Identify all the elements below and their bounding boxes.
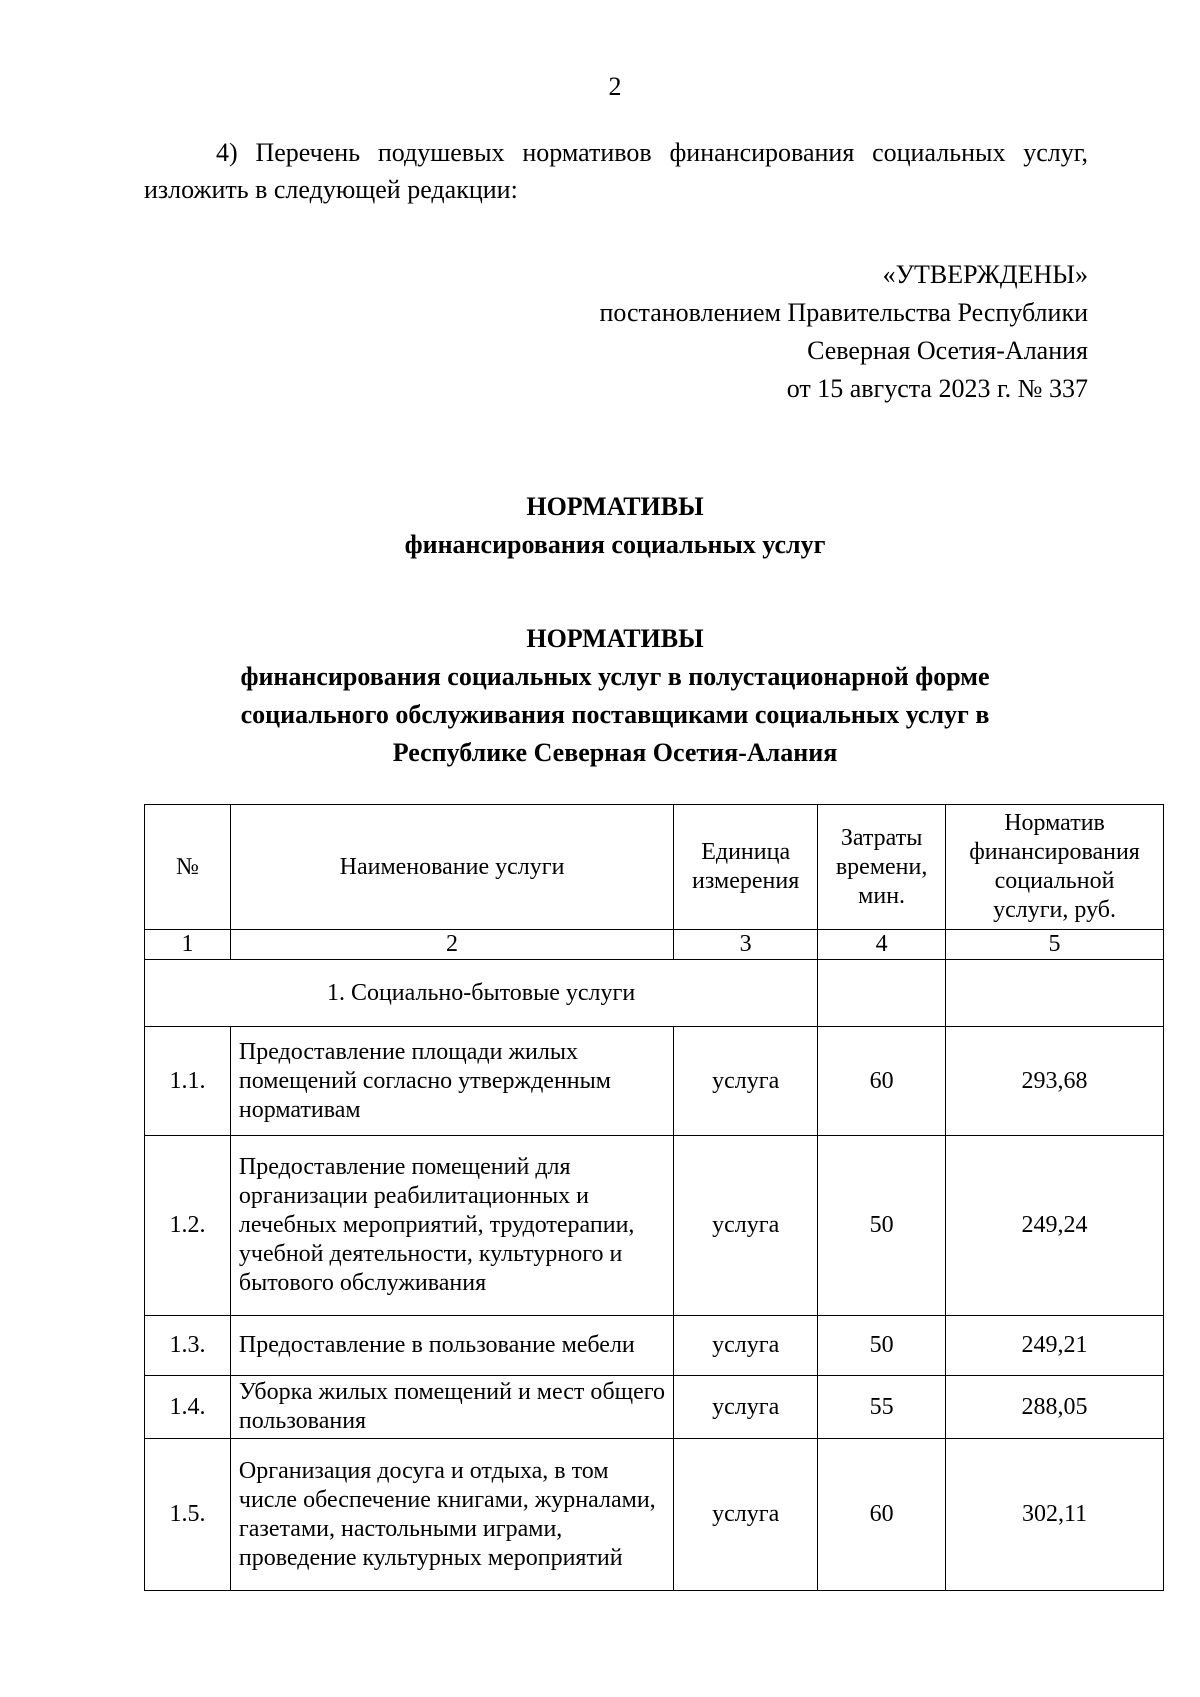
main-heading bbox=[150, 488, 1080, 564]
row-number: 1.5. bbox=[145, 1439, 231, 1591]
page-number: 2 bbox=[608, 72, 622, 101]
column-number-row bbox=[145, 930, 1164, 960]
table-row bbox=[145, 1136, 1164, 1316]
main-heading-subtitle: финансирования социальных услуг bbox=[404, 530, 826, 559]
row-service-name: Предоставление в пользование мебели bbox=[230, 1316, 673, 1376]
norms-table bbox=[144, 804, 1164, 1591]
section-title: 1. Социально-бытовые услуги bbox=[145, 960, 818, 1027]
section-row bbox=[145, 960, 1164, 1027]
approval-line-2: постановлением Правительства Республики bbox=[599, 298, 1088, 327]
empty-cell bbox=[946, 960, 1164, 1027]
row-norm: 288,05 bbox=[946, 1376, 1164, 1439]
row-service-name: Организация досуга и отдыха, в том числе обеспечение книгами, журналами, газетами, настольными играми, проведение культурных мероприятий bbox=[230, 1439, 673, 1591]
row-time: 60 bbox=[818, 1439, 946, 1591]
row-time: 55 bbox=[818, 1376, 946, 1439]
table-heading-line-2: социального обслуживания поставщиками социальных услуг в bbox=[240, 700, 990, 729]
row-number: 1.1. bbox=[145, 1027, 231, 1136]
empty-cell bbox=[818, 960, 946, 1027]
table-row bbox=[145, 1376, 1164, 1439]
row-norm: 293,68 bbox=[946, 1027, 1164, 1136]
table-row bbox=[145, 1316, 1164, 1376]
column-number: 4 bbox=[818, 930, 946, 960]
row-unit: услуга bbox=[674, 1136, 818, 1316]
intro-paragraph: 4) Перечень подушевых нормативов финансирования социальных услуг, изложить в следующей редакции: bbox=[144, 138, 1088, 204]
row-number: 1.3. bbox=[145, 1316, 231, 1376]
column-number: 5 bbox=[946, 930, 1164, 960]
table-heading-title: НОРМАТИВЫ bbox=[526, 624, 704, 653]
table-heading-line-1: финансирования социальных услуг в полустационарной форме bbox=[240, 662, 990, 691]
row-time: 50 bbox=[818, 1136, 946, 1316]
main-heading-title: НОРМАТИВЫ bbox=[526, 492, 704, 521]
row-time: 50 bbox=[818, 1316, 946, 1376]
header-number: № bbox=[145, 805, 231, 930]
row-number: 1.2. bbox=[145, 1136, 231, 1316]
header-time: Затраты времени, мин. bbox=[818, 805, 946, 930]
column-number: 3 bbox=[674, 930, 818, 960]
row-unit: услуга bbox=[674, 1376, 818, 1439]
row-norm: 249,24 bbox=[946, 1136, 1164, 1316]
approval-line-4: от 15 августа 2023 г. № 337 bbox=[786, 374, 1088, 403]
row-unit: услуга bbox=[674, 1316, 818, 1376]
row-service-name: Уборка жилых помещений и мест общего пользования bbox=[230, 1376, 673, 1439]
row-norm: 302,11 bbox=[946, 1439, 1164, 1591]
header-unit: Единица измерения bbox=[674, 805, 818, 930]
approval-line-3: Северная Осетия-Алания bbox=[807, 336, 1088, 365]
approval-line-1: «УТВЕРЖДЕНЫ» bbox=[882, 260, 1088, 289]
table-row bbox=[145, 1027, 1164, 1136]
header-norm: Норматив финансирования социальной услуги, руб. bbox=[946, 805, 1164, 930]
row-time: 60 bbox=[818, 1027, 946, 1136]
column-number: 1 bbox=[145, 930, 231, 960]
row-unit: услуга bbox=[674, 1439, 818, 1591]
approval-block bbox=[400, 256, 1088, 408]
row-service-name: Предоставление площади жилых помещений согласно утвержденным нормативам bbox=[230, 1027, 673, 1136]
table-heading bbox=[150, 620, 1080, 772]
row-service-name: Предоставление помещений для организации реабилитационных и лечебных мероприятий, трудотерапии, учебной деятельности, культурного и бытового обслуживания bbox=[230, 1136, 673, 1316]
row-number: 1.4. bbox=[145, 1376, 231, 1439]
table-row bbox=[145, 1439, 1164, 1591]
header-service-name: Наименование услуги bbox=[230, 805, 673, 930]
table-header-row bbox=[145, 805, 1164, 930]
row-unit: услуга bbox=[674, 1027, 818, 1136]
table-heading-line-3: Республике Северная Осетия-Алания bbox=[392, 738, 838, 767]
column-number: 2 bbox=[230, 930, 673, 960]
row-norm: 249,21 bbox=[946, 1316, 1164, 1376]
